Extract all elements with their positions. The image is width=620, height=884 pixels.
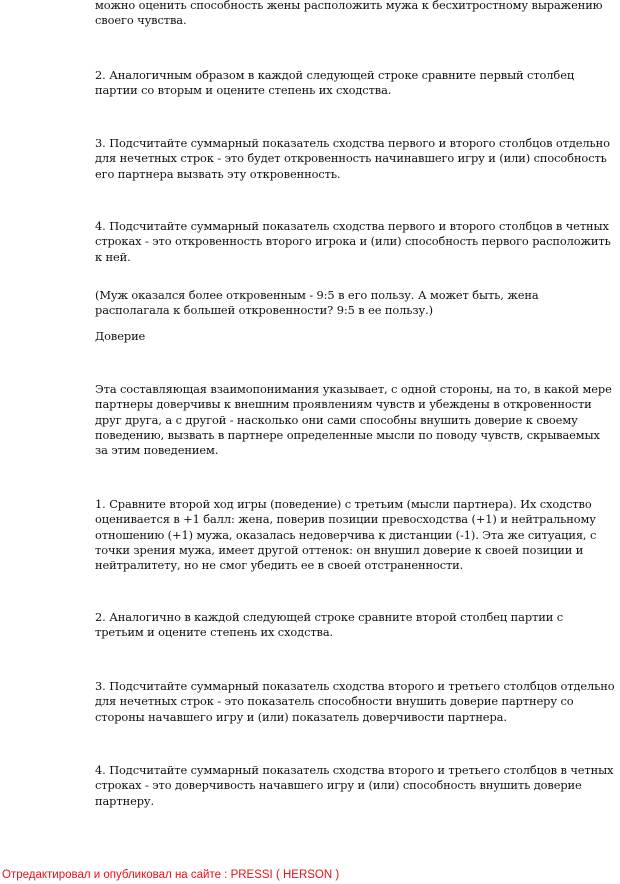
publisher-footer: Отредактировал и опубликовал на сайте : PRESSI ( HERSON ) xyxy=(2,869,340,881)
paragraph-6: Эта составляющая взаимопонимания указывает, с одной стороны, на то, в какой мере партнеры доверчивы к внешним проявлениям чувств и убеждены в откровенности друг друга, а с другой - насколько они сами способны внушить доверие к своему поведению, вызвать в партнере определенные мысли по поводу чувств, скрываемых за этим поведением. xyxy=(95,382,612,458)
paragraph-10: 4. Подсчитайте суммарный показатель сходства второго и третьего столбцов в четных строках - это доверчивость начавшего игру и (или) способность внушить доверие партнеру. xyxy=(95,763,614,808)
section-heading-trust: Доверие xyxy=(95,329,146,343)
paragraph-4: 4. Подсчитайте суммарный показатель сходства первого и второго столбцов в четных строках - это откровенность второго игрока и (или) способность первого расположить к ней. xyxy=(95,219,611,264)
paragraph-5: (Муж оказался более откровенным - 9:5 в его пользу. А может быть, жена располагала к большей откровенности? 9:5 в ее пользу.) xyxy=(95,288,539,318)
paragraph-8: 2. Аналогично в каждой следующей строке сравните второй столбец партии с третьим и оцените степень их сходства. xyxy=(95,610,564,640)
paragraph-9: 3. Подсчитайте суммарный показатель сходства второго и третьего столбцов отдельно для нечетных строк - это показатель способности внушить доверие партнеру со стороны начавшего игру и (или) показатель доверчивости партнера. xyxy=(95,679,615,724)
paragraph-7: 1. Сравните второй ход игры (поведение) с третьим (мысли партнера). Их сходство оценивается в +1 балл: жена, поверив позиции превосходства (+1) и нейтральному отношению (+1) мужа, оказалась недоверчива к дистанции (-1). Эта же ситуация, с точки зрения мужа, имеет другой оттенок: он внушил доверие к своей позиции и нейтралитету, но не смог убедить ее в своей отстраненности. xyxy=(95,497,597,573)
paragraph-2: 2. Аналогичным образом в каждой следующей строке сравните первый столбец партии со вторым и оцените степень их сходства. xyxy=(95,68,575,98)
paragraph-3: 3. Подсчитайте суммарный показатель сходства первого и второго столбцов отдельно для нечетных строк - это будет откровенность начинавшего игру и (или) способность его партнера вызвать эту откровенность. xyxy=(95,136,610,181)
paragraph-1: можно оценить способность жены расположить мужа к бесхитростному выражению своего чувства. xyxy=(95,0,603,28)
